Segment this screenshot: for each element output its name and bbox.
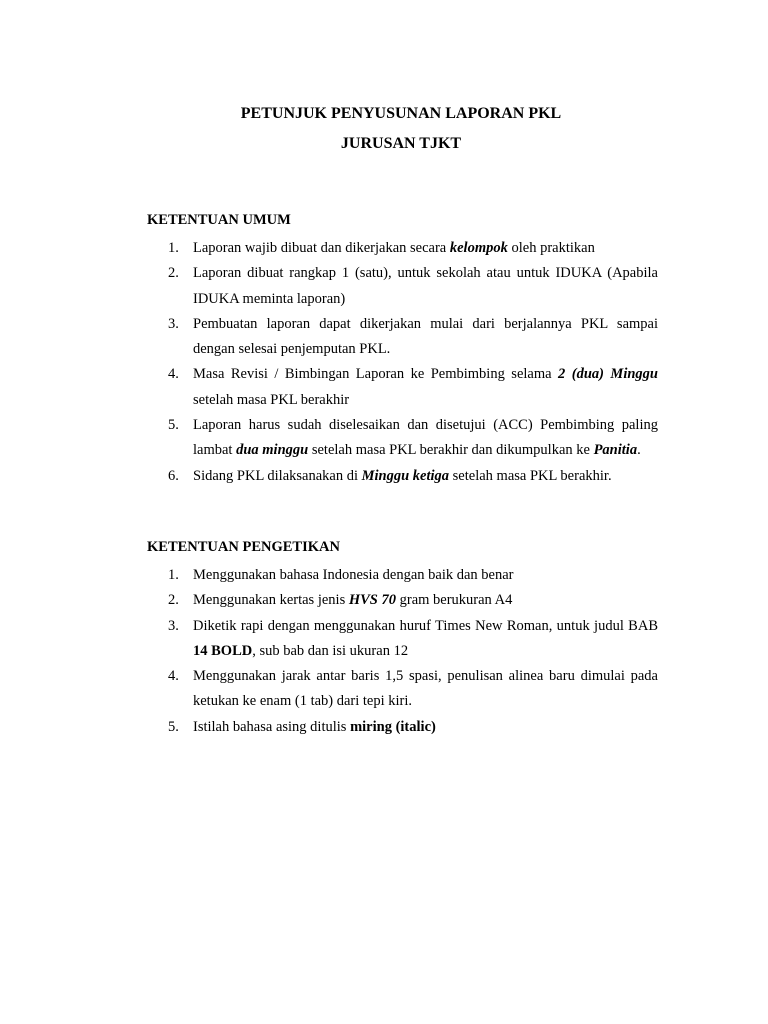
list-number: 5. <box>168 718 179 735</box>
list-number: 4. <box>168 366 179 383</box>
item-text: gram berukuran A4 <box>395 592 513 609</box>
emphasis-text: Panitia <box>593 442 638 459</box>
list-number: 1. <box>168 240 179 256</box>
item-text: setelah masa PKL berakhir. <box>449 467 612 484</box>
list-number: 2. <box>168 265 179 282</box>
item-text: Menggunakan kertas jenis <box>193 592 349 609</box>
item-text: , sub bab dan isi ukuran 12 <box>252 642 409 659</box>
list-item <box>147 312 658 363</box>
bold-text: miring (italic) <box>350 718 436 735</box>
item-text: Istilah bahasa asing ditulis <box>193 718 351 735</box>
item-text: setelah masa PKL berakhir dan dikumpulkan ke <box>308 442 594 459</box>
emphasis-text: 2 (dua) Minggu <box>558 366 658 383</box>
list-item <box>147 588 658 613</box>
list-item <box>147 715 658 740</box>
list-number: 5. <box>168 417 179 434</box>
item-text: Menggunakan bahasa Indonesia dengan baik dan benar <box>193 567 514 583</box>
emphasis-text: HVS 70 <box>348 592 396 609</box>
list-item <box>147 464 658 489</box>
section-ketentuan-umum <box>147 211 658 489</box>
item-text: . <box>637 442 641 459</box>
section-ketentuan-pengetikan <box>147 538 658 740</box>
item-text: setelah masa PKL berakhir <box>193 391 350 408</box>
list-number: 3. <box>168 315 179 332</box>
list-item <box>147 664 658 715</box>
item-text: Diketik rapi dengan menggunakan huruf Times New Roman, untuk judul BAB <box>193 617 658 634</box>
document-title: PETUNJUK PENYUSUNAN LAPORAN PKL <box>240 105 562 122</box>
list-item <box>147 413 658 464</box>
numbered-list <box>147 563 658 740</box>
item-text: Laporan harus sudah diselesaikan dan disetujui (ACC) Pembimbing paling lambat <box>193 417 658 459</box>
item-text: Laporan wajib dibuat dan dikerjakan secara <box>193 240 450 256</box>
item-text: Menggunakan jarak antar baris 1,5 spasi, penulisan alinea baru dimulai pada ketukan ke enam (1 tab) dari tepi kiri. <box>193 668 658 710</box>
emphasis-text: kelompok <box>449 240 508 256</box>
list-item <box>147 362 658 413</box>
item-text: Pembuatan laporan dapat dikerjakan mulai dari berjalannya PKL sampai dengan selesai penjemputan PKL. <box>193 315 658 358</box>
list-item <box>147 563 658 588</box>
list-number: 2. <box>168 592 179 609</box>
emphasis-text: Minggu ketiga <box>361 467 450 484</box>
list-item <box>147 261 658 312</box>
list-item <box>147 236 658 261</box>
section-heading: KETENTUAN PENGETIKAN <box>147 539 340 555</box>
item-text: Sidang PKL dilaksanakan di <box>193 467 362 484</box>
emphasis-text: dua minggu <box>236 442 309 459</box>
document-subtitle: JURUSAN TJKT <box>340 135 462 152</box>
list-item <box>147 614 658 665</box>
item-text: Masa Revisi / Bimbingan Laporan ke Pembimbing selama <box>193 366 559 383</box>
list-number: 4. <box>168 668 179 685</box>
list-number: 1. <box>168 567 179 583</box>
numbered-list <box>147 236 658 489</box>
list-number: 3. <box>168 617 179 634</box>
item-text: Laporan dibuat rangkap 1 (satu), untuk sekolah atau untuk IDUKA (Apabila IDUKA meminta laporan) <box>193 265 658 307</box>
list-number: 6. <box>168 467 179 484</box>
section-heading: KETENTUAN UMUM <box>147 212 291 228</box>
bold-text: 14 BOLD <box>193 642 253 659</box>
item-text: oleh praktikan <box>507 240 595 256</box>
